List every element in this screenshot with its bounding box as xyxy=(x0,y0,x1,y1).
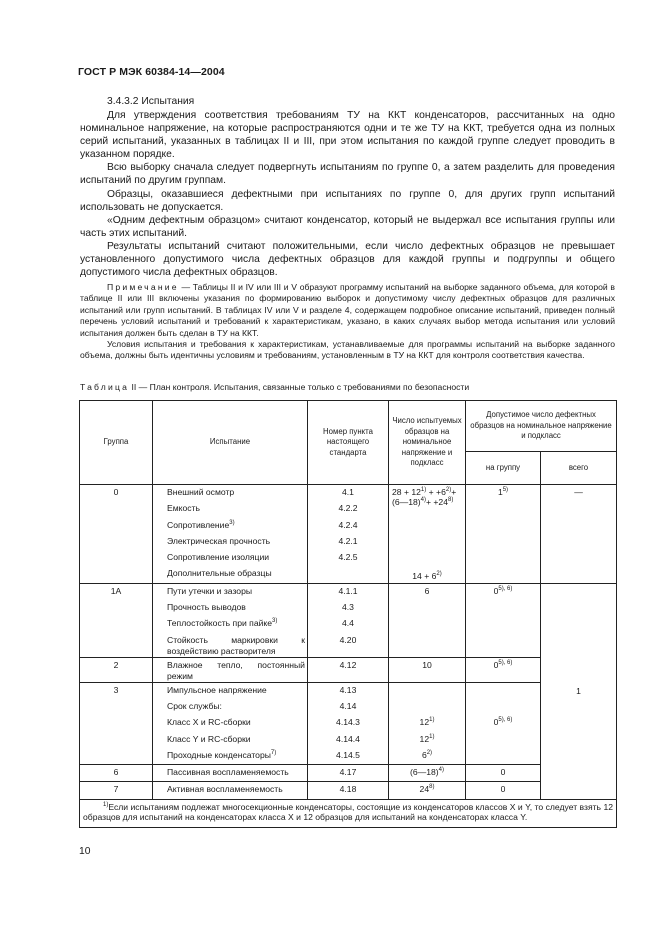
paragraph: Результаты испытаний считают положительными, если число дефектных образцов не превышает установленного допустимого числа дефектных образцов для каждой группы и подгруппы и общего допустимого числа дефектных образцов. xyxy=(80,240,615,279)
clause-cell: 4.14.4 xyxy=(336,733,360,744)
clause-cell: 4.2.1 xyxy=(338,535,358,546)
clause-cell: 4.1 xyxy=(342,487,354,497)
document-header: ГОСТ Р МЭК 60384-14—2004 xyxy=(78,66,225,78)
defects-cell: $0^{5), 6)}$ xyxy=(493,717,513,728)
table-caption-label: Таблица xyxy=(80,382,130,392)
table-row xyxy=(80,485,617,584)
count-cell: 12$^{1)}$ xyxy=(419,733,435,744)
count-cell: 12$^{1)}$ xyxy=(419,717,435,728)
table-caption xyxy=(80,382,469,392)
clause-cell: 4.2.2 xyxy=(338,503,358,514)
note-text: — Таблицы II и IV или III и V образуют программу испытаний на выборке заданного объема, для которой в таблице II или III включены указания по формированию выборок и допустимому числу дефектных образцов для различных испытаний или групп испытаний. В таблицах IV или V и разделе 4, содержащем подробное описание испытаний, приведен полный перечень условий испытаний и требований к характеристикам, указано, в каких случаях выбор метода испытания или условий испытания должен быть сделан в ТУ на ККТ. xyxy=(80,282,615,338)
table-row xyxy=(80,765,617,782)
group-cell: 3 xyxy=(113,684,119,695)
defects-cell: 0 xyxy=(500,767,506,778)
note-block xyxy=(80,282,615,362)
group-cell: 1А xyxy=(110,585,122,596)
section-heading: 3.4.3.2 Испытания xyxy=(107,96,195,107)
count-cell: 10 xyxy=(422,659,432,670)
clause-cell: 4.17 xyxy=(339,767,357,778)
test-cell: Проходные конденсаторы$^{7)}$ xyxy=(167,749,277,760)
test-cell: Импульсное напряжение xyxy=(167,684,267,695)
paragraph: Для утверждения соответствия требованиям ТУ на ККТ конденсаторов, рассчитанных на одно номинальное напряжение, на которые распространяются одни и те же ТУ на ККТ, требуется одна из полных серий испытаний, указанных в таблицах II и III, при этом испытания по каждой группе следует проводить в указанном порядке. xyxy=(80,110,615,161)
note-paragraph-2: Условия испытания и требования к характеристикам, устанавливаемые для программы испытаний на выборке заданного объема, должны быть идентичны условиям и требованиям, установленным в ТУ на ККТ для контроля соответствия качества. xyxy=(80,339,615,361)
control-plan-table xyxy=(79,400,617,828)
clause-cell: 4.4 xyxy=(342,618,354,629)
count-cell: 6$^{2)}$ xyxy=(421,749,433,760)
note-label: Примечание xyxy=(107,282,179,292)
clause-cell: 4.2.5 xyxy=(338,552,358,563)
count-cell: 6 xyxy=(424,585,430,596)
test-cell: Активная воспламеняемость xyxy=(167,784,283,795)
clause-cell: 4.12 xyxy=(339,659,357,670)
clause-cell: 4.3 xyxy=(342,602,354,613)
defects-cell: $0^{5), 6)}$ xyxy=(493,585,513,596)
header-per-group: на группу xyxy=(466,452,541,485)
clause-cell: 4.20 xyxy=(339,634,357,645)
test-cell: Прочность выводов xyxy=(167,602,246,613)
test-cell: Емкость xyxy=(167,503,200,514)
table-row xyxy=(80,682,617,764)
test-cell: Стойкость маркировки к воздействию растворителя xyxy=(167,634,305,656)
test-cell: Сопротивление$^{3)}$ xyxy=(167,519,235,530)
table-row xyxy=(80,782,617,799)
extra-count-cell: $14 + 6^{2)}$ xyxy=(412,570,442,581)
header-total: всего xyxy=(541,452,617,485)
group-cell: 2 xyxy=(113,659,119,670)
test-cell: Пути утечки и зазоры xyxy=(167,585,253,596)
clause-cell: 4.14.3 xyxy=(336,717,360,728)
count-cell: 24$^{8)}$ xyxy=(419,784,435,795)
test-cell: Дополнительные образцы xyxy=(167,568,272,579)
defects-cell: 0 xyxy=(500,784,506,795)
test-cell: Электрическая прочность xyxy=(167,535,271,546)
clause-cell: 4.1.1 xyxy=(338,585,358,596)
group-cell: 0 xyxy=(113,487,119,497)
count-cell: $28 + 12^{1)}$ + $+6^{2)}+(6—18)^{4)}+ +24^{8)}$ xyxy=(392,487,457,507)
test-cell: Теплостойкость при пайке$^{3)}$ xyxy=(167,618,278,629)
test-cell: Сопротивление изоляции xyxy=(167,552,270,563)
group-cell: 7 xyxy=(113,784,119,795)
header-test: Испытание xyxy=(153,401,308,485)
test-cell: Срок службы: xyxy=(167,700,222,711)
defects-cell: $0^{5), 6)}$ xyxy=(493,659,513,670)
group-cell: 6 xyxy=(113,767,119,778)
test-cell: Класс Y и RC-сборки xyxy=(167,733,251,744)
defects-cell: 1$^{5)}$ xyxy=(497,487,509,497)
body-paragraphs xyxy=(80,109,615,279)
clause-cell xyxy=(308,566,388,582)
header-sample-count: Число испытуемых образцов на номинальное напряжение и подкласс xyxy=(389,401,466,485)
test-cell: Пассивная воспламеняемость xyxy=(167,767,289,778)
test-cell: Класс X и RC-сборки xyxy=(167,717,251,728)
table-footnote: $^{1)}$Если испытаниям подлежат многосекционные конденсаторы, состоящие из конденсаторов классов X и Y, то следует взять 12 образцов для испытаний на конденсаторах класса X и 12 образцов для испытаний на конденсаторах класса Y. xyxy=(80,799,617,827)
table-caption-text: II — План контроля. Испытания, связанные только с требованиями по безопасности xyxy=(129,382,470,392)
page-number: 10 xyxy=(79,846,91,857)
paragraph: Образцы, оказавшиеся дефектными при испытаниях по группе 0, для других групп испытаний использовать не допускается. xyxy=(80,188,615,213)
clause-cell: 4.14 xyxy=(339,700,357,711)
clause-cell: 4.18 xyxy=(339,784,357,795)
paragraph: «Одним дефектным образцом» считают конденсатор, который не выдержал все испытания группы или часть этих испытаний. xyxy=(80,214,615,239)
table-footnote-row xyxy=(80,799,617,827)
header-group: Группа xyxy=(80,401,153,485)
clause-cell: 4.2.4 xyxy=(338,519,358,530)
header-allowed-defects: Допустимое число дефектных образцов на номинальное напряжение и подкласс xyxy=(466,401,617,452)
total-cell: — xyxy=(574,487,583,497)
test-cell: Влажное тепло, постоянный режим xyxy=(167,659,305,681)
header-clause: Номер пункта настоящего стандарта xyxy=(308,401,389,485)
total-defects-cell: 1 xyxy=(541,583,617,799)
clause-cell: 4.14.5 xyxy=(336,749,360,760)
note-paragraph xyxy=(80,282,615,339)
clause-cell: 4.13 xyxy=(339,684,357,695)
paragraph: Всю выборку сначала следует подвергнуть испытаниям по группе 0, а затем разделить для проведения испытаний по другим группам. xyxy=(80,162,615,187)
table-row xyxy=(80,583,617,657)
test-cell: Внешний осмотр xyxy=(167,487,235,497)
count-cell: (6—18)$^{4)}$ xyxy=(410,767,444,778)
table-row xyxy=(80,657,617,682)
